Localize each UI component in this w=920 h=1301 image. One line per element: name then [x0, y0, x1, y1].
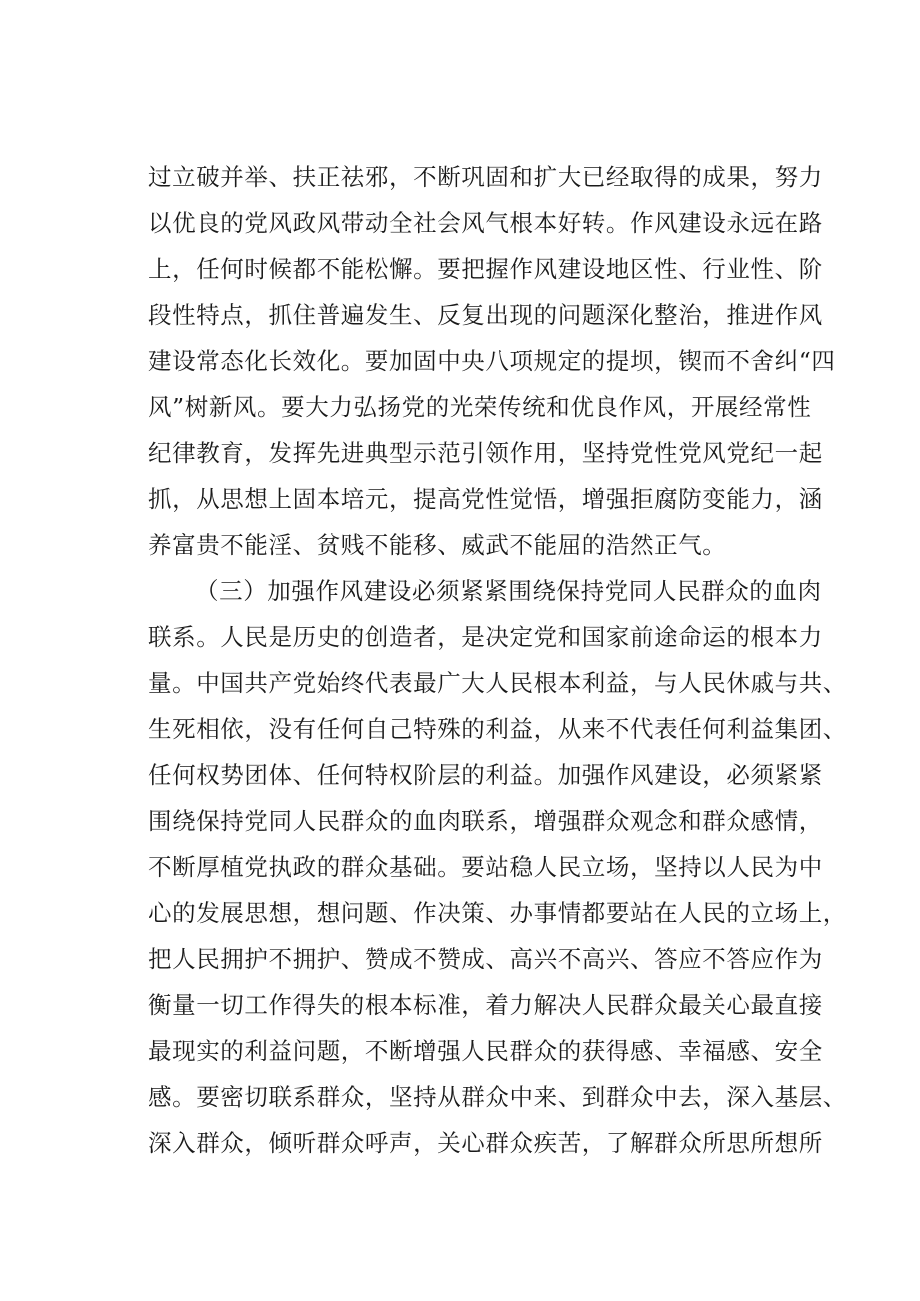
text-line: 风”树新风。要大力弘扬党的光荣传统和优良作风，开展经常性 [148, 393, 812, 421]
text-line: 不断厚植党执政的群众基础。要站稳人民立场，坚持以人民为中 [148, 853, 823, 881]
text-line: 抓，从思想上固本培元，提高党性觉悟，增强拒腐防变能力，涵 [148, 485, 823, 513]
text-line: 把人民拥护不拥护、赞成不赞成、高兴不高兴、答应不答应作为 [148, 945, 823, 973]
text-line: 联系。人民是历史的创造者，是决定党和国家前途命运的根本力 [148, 623, 823, 651]
text-line: 衡量一切工作得失的根本标准，着力解决人民群众最关心最直接 [148, 991, 823, 1019]
section-heading-line: （三）加强作风建设必须紧紧围绕保持党同人民群众的血肉 [195, 577, 822, 605]
text-line: 感。要密切联系群众，坚持从群众中来、到群众中去，深入基层、 [148, 1083, 847, 1111]
text-line: 过立破并举、扶正祛邪，不断巩固和扩大已经取得的成果，努力 [148, 163, 823, 191]
text-line: 心的发展思想，想问题、作决策、办事情都要站在人民的立场上， [148, 899, 847, 927]
text-line: 量。中国共产党始终代表最广大人民根本利益，与人民休戚与共、 [148, 669, 847, 697]
text-line: 任何权势团体、任何特权阶层的利益。加强作风建设，必须紧紧 [148, 761, 823, 789]
text-line: 纪律教育，发挥先进典型示范引领作用，坚持党性党风党纪一起 [148, 439, 823, 467]
text-line: 上，任何时候都不能松懈。要把握作风建设地区性、行业性、阶 [148, 255, 823, 283]
text-line: 段性特点，抓住普遍发生、反复出现的问题深化整治，推进作风 [148, 301, 823, 329]
text-line: 围绕保持党同人民群众的血肉联系，增强群众观念和群众感情， [148, 807, 823, 835]
text-line: 建设常态化长效化。要加固中央八项规定的提坝，锲而不舍纠“四 [148, 347, 836, 375]
text-line: 以优良的党风政风带动全社会风气根本好转。作风建设永远在路 [148, 209, 823, 237]
text-line: 深入群众，倾听群众呼声，关心群众疾苦，了解群众所思所想所 [148, 1129, 823, 1157]
text-line: 最现实的利益问题，不断增强人民群众的获得感、幸福感、安全 [148, 1037, 823, 1065]
text-line: 养富贵不能淫、贫贱不能移、威武不能屈的浩然正气。 [148, 531, 727, 559]
text-line: 生死相依，没有任何自己特殊的利益，从来不代表任何利益集团、 [148, 715, 847, 743]
